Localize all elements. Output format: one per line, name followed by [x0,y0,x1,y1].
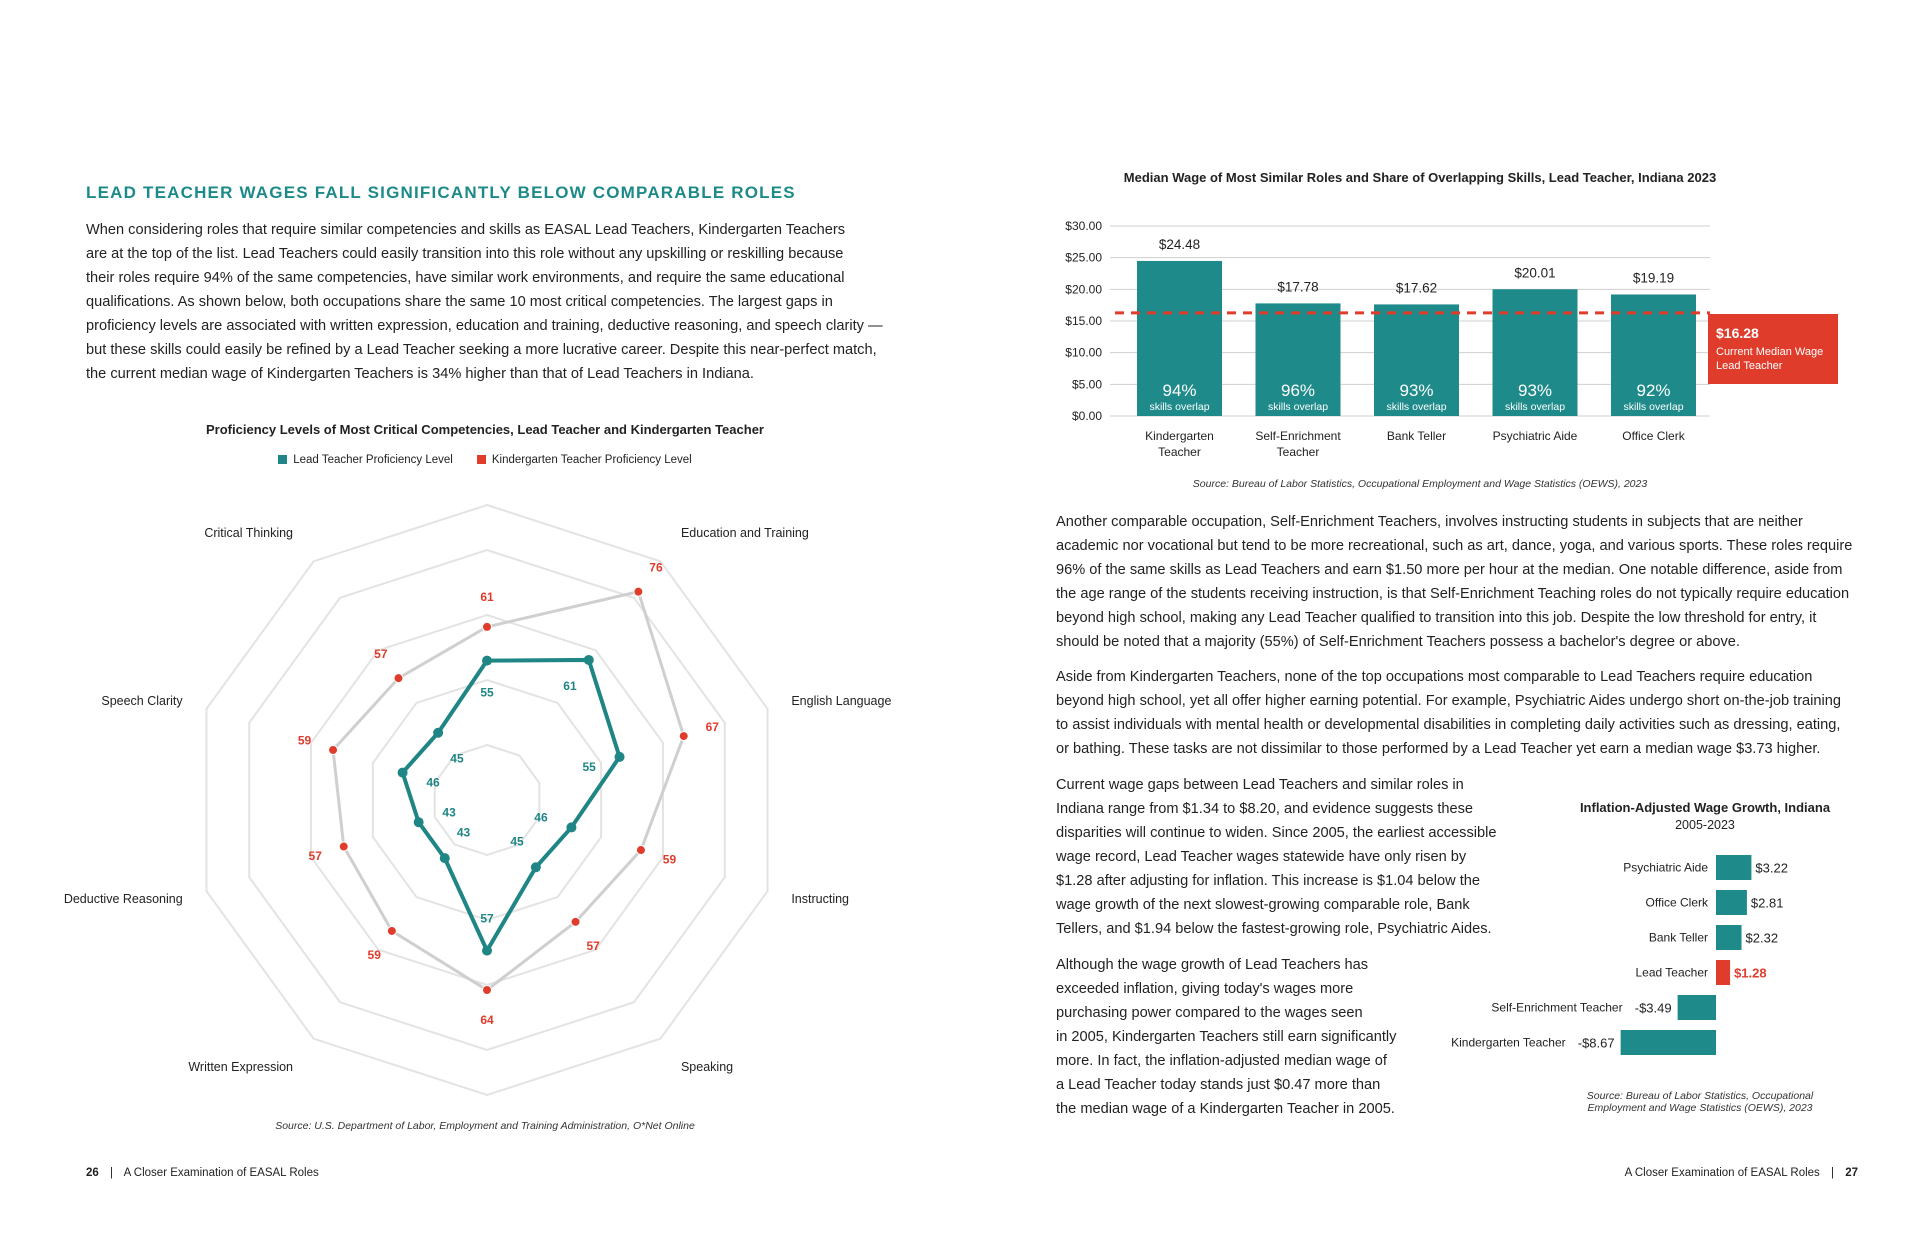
kinder-point [571,917,580,926]
legend-item-lead: Lead Teacher Proficiency Level [278,454,453,466]
y-tick-label: $20.00 [1065,282,1102,297]
reference-value: $16.28 [1716,325,1759,341]
overlap-pct-label: 93% [1399,381,1434,400]
growth-value-label: -$8.67 [1577,1035,1615,1051]
kinder-value-label: 67 [705,719,719,734]
y-tick-label: $0.00 [1071,409,1102,423]
overlap-pct-label: 92% [1636,381,1671,400]
footer-separator-right: | [1831,1167,1834,1179]
growth-chart-source [1540,1090,1860,1114]
growth-category-label: Bank Teller [1648,930,1708,945]
lead-point [414,817,424,827]
radar-source: Source: U.S. Department of Labor, Employment and Training Administration, O*Net Online [275,1120,695,1132]
kinder-point [483,986,492,995]
bar-value-label: $20.01 [1514,265,1556,281]
growth-category-label: Office Clerk [1645,895,1708,910]
paragraph-self-enrichment [1056,510,1876,654]
intro-line: but these skills could easily be refined by a Lead Teacher seeking a more lucrative career. Despite this near-perfect match, [86,342,877,358]
radar-axis-label: Written Expression [188,1059,294,1074]
footer-title-left: A Closer Examination of EASAL Roles [123,1167,319,1179]
bar-value-label: $19.19 [1632,270,1675,286]
lead-value-label: 57 [480,911,494,926]
radar-legend [120,454,850,466]
para1-line: beyond high school, making any Lead Teacher qualified to transition into this job. Despite the low threshold for entry, it [1056,610,1817,626]
bar-value-label: $24.48 [1158,236,1201,252]
overlap-caption: skills overlap [1623,401,1684,413]
lead-point [531,862,541,872]
y-tick-label: $15.00 [1065,314,1102,328]
growth-category-label: Kindergarten Teacher [1451,1035,1566,1050]
kinder-point [329,745,338,754]
growth-chart-title: Inflation-Adjusted Wage Growth, Indiana [1579,800,1831,815]
footer-separator-left: | [110,1167,113,1179]
growth-value-label: $2.32 [1745,930,1779,946]
paragraph-psychiatric-aides [1056,665,1876,761]
legend-item-kinder: Kindergarten Teacher Proficiency Level [477,454,692,466]
overlap-pct-label: 96% [1280,381,1316,400]
para1-line: the age range of the students receiving instruction, is that Self-Enrichment Teaching roles do not typically require education [1056,586,1850,602]
lead-point [566,822,576,832]
para4-line: more. In fact, the inflation-adjusted median wage of [1056,1053,1387,1069]
growth-chart-subtitle: 2005-2023 [1675,818,1735,832]
radar-axis-label: Critical Thinking [204,526,294,541]
lead-point [433,728,443,738]
kinder-point [483,622,492,631]
kinder-point [394,674,403,683]
wage-growth-chart [1420,845,1840,1065]
kinder-point [636,846,645,855]
para1-line: Another comparable occupation, Self-Enrichment Teachers, involves instructing students in subjects that are neither [1056,514,1803,530]
radar-axis-label: Instructing [791,891,850,906]
overlap-caption: skills overlap [1149,401,1210,413]
radar-grid-ring [308,615,663,985]
lead-point [440,853,450,863]
y-tick-label: $10.00 [1065,345,1102,360]
kinder-value-label: 57 [374,646,388,661]
y-tick-label: $5.00 [1071,377,1102,392]
reference-caption-line2: Lead Teacher [1716,360,1783,372]
kinder-value-label: 59 [662,852,677,867]
growth-value-label: $1.28 [1734,965,1767,981]
kinder-point [634,587,643,596]
para4-line: purchasing power compared to the wages seen [1056,1005,1363,1021]
paragraph-wage-growth [1056,953,1436,1121]
intro-paragraph [86,218,906,386]
bar-value-label: $17.78 [1277,279,1319,295]
reference-caption-line1: Current Median Wage [1716,346,1824,358]
kinder-value-label: 59 [367,948,381,963]
growth-source-line1: Source: Bureau of Labor Statistics, Occupational [1586,1090,1814,1102]
lead-value-label: 55 [480,685,494,700]
para2-line: Aside from Kindergarten Teachers, none of the top occupations most comparable to Lead Teachers require education [1056,669,1813,685]
bar-value-label: $17.62 [1395,280,1438,296]
para3-line: disparities will continue to widen. Since 2005, the earliest accessible [1056,825,1497,841]
lead-value-label: 45 [450,751,464,766]
kinder-value-label: 57 [308,848,322,863]
y-tick-label: $30.00 [1065,219,1102,233]
para3-line: Current wage gaps between Lead Teachers and similar roles in [1056,777,1464,793]
para3-line: wage record, Lead Teacher wages statewide have only risen by [1056,849,1467,865]
growth-bar [1716,925,1742,950]
intro-line: proficiency levels are associated with written expression, education and training, deductive reasoning, and speech clarity — [86,318,883,334]
growth-value-label: $3.22 [1755,860,1788,876]
radar-axis-label: Deductive Reasoning [63,891,183,906]
page-number-left: 26 [86,1167,99,1179]
para2-line: or bathing. These tasks are not dissimilar to those performed by a Lead Teacher yet earn a median wage $3.73 higher. [1056,741,1821,757]
growth-bar [1621,1030,1716,1055]
para1-line: should be noted that a majority (55%) of Self-Enrichment Teachers possess a bachelor's degree or above. [1056,634,1740,650]
lead-point [482,946,492,956]
kinder-value-label: 76 [649,560,663,575]
para3-line: $1.28 after adjusting for inflation. This increase is $1.04 below the [1056,873,1481,889]
x-category-label: Self-Enrichment [1255,429,1341,443]
growth-category-label: Psychiatric Aide [1623,860,1708,875]
growth-bar [1716,890,1747,915]
growth-category-label: Lead Teacher [1635,965,1708,980]
radar-chart-title: Proficiency Levels of Most Critical Competencies, Lead Teacher and Kindergarten Teacher [206,422,764,437]
radar-grid-ring [373,680,601,920]
x-category-label: Teacher [1276,445,1320,459]
para2-line: beyond high school, yet all offer higher earning potential. For example, Psychiatric Aides undergo short on-the-job training [1056,693,1842,709]
x-category-label: Kindergarten [1145,429,1214,443]
overlap-pct-label: 94% [1162,381,1197,400]
radar-axis-label: English Language [791,694,892,709]
overlap-pct-label: 93% [1517,381,1553,400]
intro-line: are at the top of the list. Lead Teachers could easily transition into this role without any upskilling or reskilling because [86,246,844,262]
growth-value-label: -$3.49 [1634,1000,1672,1016]
bar-chart-title: Median Wage of Most Similar Roles and Share of Overlapping Skills, Lead Teacher, Indiana 2023 [1123,170,1717,185]
y-tick-label: $25.00 [1065,250,1102,265]
left-footer [86,1167,319,1179]
growth-bar [1716,960,1730,985]
overlap-caption: skills overlap [1386,401,1447,413]
radar-axis-label: Education and Training [680,526,809,541]
para3-line: wage growth of the next slowest-growing comparable role, Bank [1056,897,1470,913]
growth-category-label: Self-Enrichment Teacher [1491,1000,1623,1015]
wage-bar-chart [1050,210,1850,470]
para3-line: Indiana range from $1.34 to $8.20, and evidence suggests these [1056,801,1474,817]
lead-value-label: 43 [442,805,456,820]
kinder-value-label: 64 [480,1013,494,1027]
para4-line: Although the wage growth of Lead Teachers has [1056,957,1369,973]
lead-point [615,752,625,762]
kinder-point [387,926,396,935]
intro-line: When considering roles that require similar competencies and skills as EASAL Lead Teachers, Kindergarten Teachers [86,222,846,238]
growth-source-line2: Employment and Wage Statistics (OEWS), 2023 [1587,1102,1813,1114]
para4-line: the median wage of a Kindergarten Teacher in 2005. [1056,1101,1395,1117]
lead-value-label: 55 [582,759,596,774]
kinder-point [339,842,348,851]
bar-chart-source: Source: Bureau of Labor Statistics, Occupational Employment and Wage Statistics (OEWS), 2023 [1192,478,1648,490]
para4-line: in 2005, Kindergarten Teachers still earn significantly [1056,1029,1397,1045]
radar-axis-label: Speaking [680,1059,734,1074]
footer-title-right: A Closer Examination of EASAL Roles [1624,1167,1820,1179]
para4-line: exceeded inflation, giving today's wages more [1056,981,1354,997]
para1-line: 96% of the same skills as Lead Teachers and earn $1.50 more per hour at the median. One notable difference, aside from [1056,562,1843,578]
growth-value-label: $2.81 [1750,895,1784,911]
page-number-right: 27 [1845,1167,1858,1179]
para2-line: to assist individuals with mental health or developmental disabilities in completing daily activities such as dressing, eating, [1056,717,1841,733]
kinder-value-label: 59 [297,733,312,748]
lead-value-label: 46 [426,775,440,790]
lead-point [584,655,594,665]
kinder-point [679,732,688,741]
growth-bar [1678,995,1716,1020]
growth-bar [1716,855,1751,880]
overlap-caption: skills overlap [1504,401,1566,413]
intro-line: qualifications. As shown below, both occupations share the same 10 most critical competencies. The largest gaps in [86,294,833,310]
lead-value-label: 45 [510,834,524,849]
x-category-label: Office Clerk [1622,429,1685,443]
kinder-value-label: 57 [586,939,600,954]
lead-value-label: 46 [534,810,548,825]
intro-line: their roles require 94% of the same competencies, have similar work environments, and require the same educational [86,270,845,286]
lead-value-label: 61 [563,678,577,693]
x-category-label: Psychiatric Aide [1492,429,1578,443]
overlap-caption: skills overlap [1267,401,1329,413]
lead-point [398,768,408,778]
kinder-value-label: 61 [480,589,494,604]
intro-line: the current median wage of Kindergarten Teachers is 34% higher than that of Lead Teachers in Indiana. [86,366,754,382]
radar-chart [0,480,960,1110]
lead-point [482,656,492,666]
section-heading: LEAD TEACHER WAGES FALL SIGNIFICANTLY BELOW COMPARABLE ROLES [86,183,796,202]
para3-line: Tellers, and $1.94 below the fastest-growing role, Psychiatric Aides. [1056,921,1492,937]
lead-value-label: 43 [456,825,471,840]
radar-axis-label: Speech Clarity [101,694,183,709]
x-category-label: Teacher [1158,445,1201,459]
para1-line: academic nor vocational but tend to be more recreational, such as art, dance, yoga, and various sports. These roles require [1056,538,1853,554]
right-footer [1625,1167,1858,1179]
x-category-label: Bank Teller [1386,429,1447,443]
para4-line: a Lead Teacher today stands just $0.47 more than [1056,1077,1381,1093]
